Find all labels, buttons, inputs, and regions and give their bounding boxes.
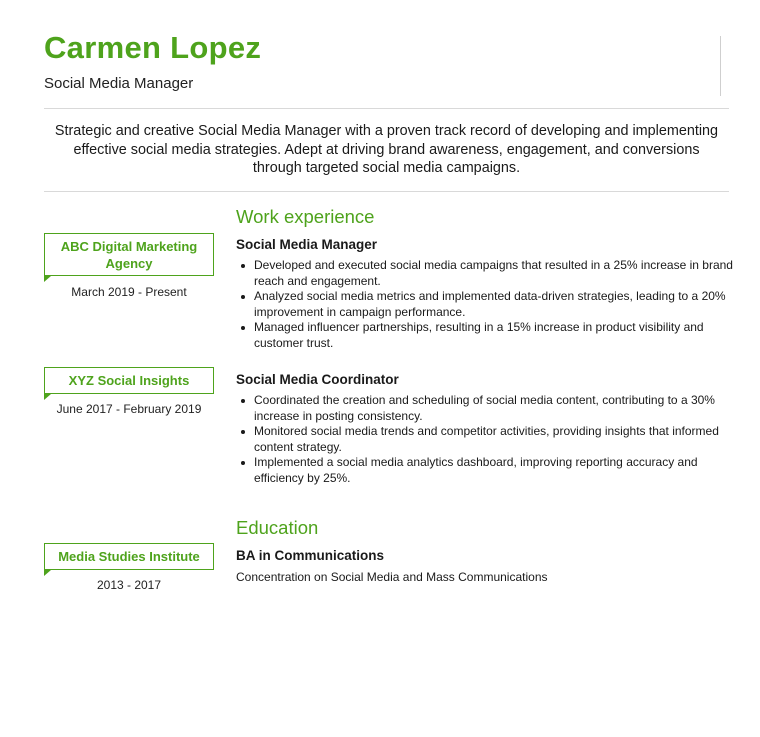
company-name: XYZ Social Insights xyxy=(68,373,190,388)
job-role: Social Media Coordinator xyxy=(236,372,399,387)
candidate-title: Social Media Manager xyxy=(44,75,194,92)
institution-badge xyxy=(44,543,214,570)
job-dates: March 2019 - Present xyxy=(71,285,187,299)
bullet-item: Developed and executed social media campaigns that resulted in a 25% increase in brand reach and engagement. xyxy=(236,258,736,289)
bullet-item: Implemented a social media analytics dashboard, improving reporting accuracy and efficiency by 25%. xyxy=(236,455,736,486)
degree-title: BA in Communications xyxy=(236,548,385,563)
header-divider xyxy=(720,36,721,96)
company-badge xyxy=(44,233,214,276)
candidate-name: Carmen Lopez xyxy=(44,30,262,65)
education-section-title: Education xyxy=(236,517,319,538)
job-bullets xyxy=(236,258,736,351)
divider-summary xyxy=(44,191,729,192)
job-dates: June 2017 - February 2019 xyxy=(56,402,202,416)
summary-text: Strategic and creative Social Media Manager with a proven track record of developing and implementing effective social media strategies. Adept at driving brand awareness, engagement, and conversions through targeted social media campaigns. xyxy=(54,123,719,176)
badge-tail xyxy=(44,394,51,400)
company-name: ABC Digital Marketing Agency xyxy=(60,238,198,271)
bullet-item: Monitored social media trends and competitor activities, providing insights that informed content strategy. xyxy=(236,424,736,455)
company-badge xyxy=(44,367,214,394)
education-dates: 2013 - 2017 xyxy=(96,578,162,592)
badge-tail xyxy=(44,570,51,576)
work-section-title: Work experience xyxy=(236,206,375,227)
divider-top xyxy=(44,108,729,109)
degree-description: Concentration on Social Media and Mass Communications xyxy=(236,570,548,584)
bullet-item: Coordinated the creation and scheduling of social media content, contributing to a 30% increase in posting consistency. xyxy=(236,393,736,424)
job-role: Social Media Manager xyxy=(236,237,378,252)
bullet-item: Managed influencer partnerships, resulting in a 15% increase in product visibility and customer trust. xyxy=(236,320,736,351)
institution-name: Media Studies Institute xyxy=(58,549,200,564)
bullet-item: Analyzed social media metrics and implemented data-driven strategies, leading to a 20% improvement in campaign performance. xyxy=(236,289,736,320)
badge-tail xyxy=(44,276,51,282)
job-bullets xyxy=(236,393,736,486)
